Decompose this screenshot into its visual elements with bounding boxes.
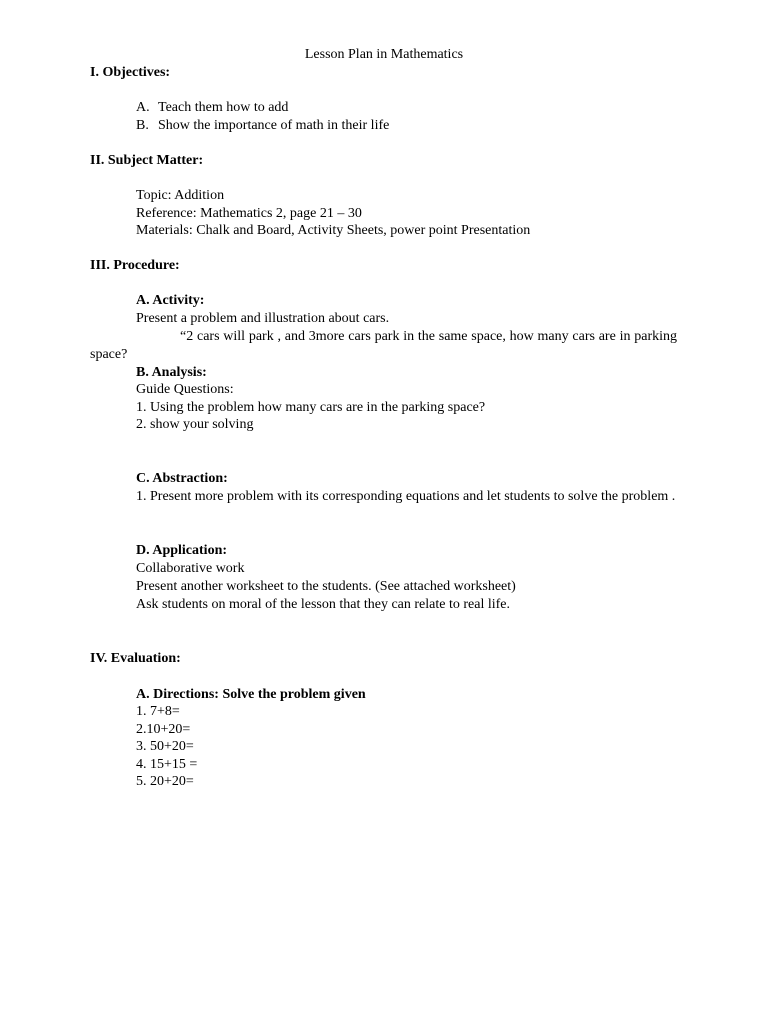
analysis-guide: Guide Questions: <box>136 382 234 397</box>
application-line-3: Ask students on moral of the lesson that they can relate to real life. <box>136 597 511 612</box>
procedure-heading: III. Procedure: <box>90 258 180 273</box>
analysis-question-1: 1. Using the problem how many cars are in the parking space? <box>136 400 486 415</box>
evaluation-problem: 5. 20+20= <box>136 774 194 789</box>
activity-heading: A. Activity: <box>136 293 205 308</box>
evaluation-problem: 2.10+20= <box>136 722 191 737</box>
subject-materials: Materials: Chalk and Board, Activity Sheets, power point Presentation <box>136 223 531 238</box>
analysis-heading: B. Analysis: <box>136 365 207 380</box>
activity-problem-line1: “2 cars will park , and 3more cars park in the same space, how many cars are in parking <box>180 329 677 344</box>
evaluation-problem: 3. 50+20= <box>136 739 194 754</box>
document-title: Lesson Plan in Mathematics <box>304 47 464 62</box>
objective-letter: A. <box>136 100 150 115</box>
objective-letter: B. <box>136 118 149 133</box>
analysis-question-2: 2. show your solving <box>136 417 254 432</box>
activity-problem-line2: space? <box>90 347 128 362</box>
evaluation-problem: 1. 7+8= <box>136 704 180 719</box>
objective-text: Teach them how to add <box>158 100 289 115</box>
activity-intro: Present a problem and illustration about cars. <box>136 311 390 326</box>
objective-text: Show the importance of math in their life <box>158 118 390 133</box>
application-heading: D. Application: <box>136 543 228 558</box>
subject-matter-heading: II. Subject Matter: <box>90 153 204 168</box>
subject-reference: Reference: Mathematics 2, page 21 – 30 <box>136 206 362 221</box>
application-line-1: Collaborative work <box>136 561 245 576</box>
evaluation-heading: IV. Evaluation: <box>90 651 181 666</box>
subject-topic: Topic: Addition <box>136 188 225 203</box>
application-line-2: Present another worksheet to the students. (See attached worksheet) <box>136 579 516 594</box>
abstraction-item-1: 1. Present more problem with its corresponding equations and let students to solve the problem . <box>136 489 676 504</box>
evaluation-problem: 4. 15+15 = <box>136 757 198 772</box>
objectives-heading: I. Objectives: <box>90 65 171 80</box>
evaluation-directions: A. Directions: Solve the problem given <box>136 687 366 702</box>
abstraction-heading: C. Abstraction: <box>136 471 228 486</box>
